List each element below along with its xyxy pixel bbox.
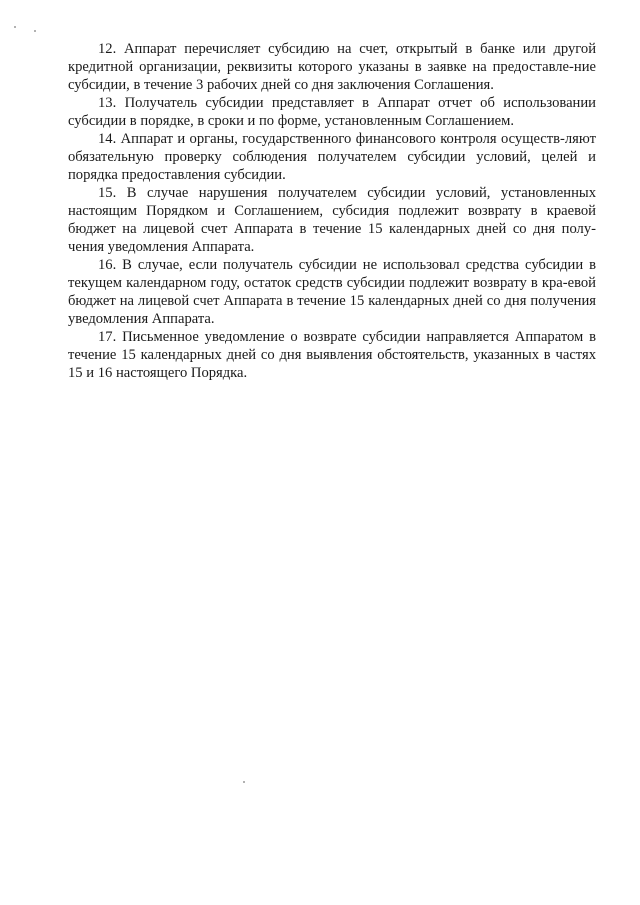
paragraph-13: 13. Получатель субсидии представляет в Аппарат отчет об использовании субсидии в порядке, в сроки и по форме, установленным Соглашением. <box>68 95 596 129</box>
scan-speck <box>34 30 36 32</box>
paragraph-17: 17. Письменное уведомление о возврате субсидии направляется Аппаратом в течение 15 календарных дней со дня выявления обстоятельств, указанных в частях 15 и 16 настоящего Порядка. <box>68 329 596 381</box>
paragraph-15: 15. В случае нарушения получателем субсидии условий, установленных настоящим Порядком и Соглашением, субсидия подлежит возврату в краевой бюджет на лицевой счет Аппарата в течение 15 календарных дней со дня полу-чения уведомления Аппарата. <box>68 185 596 255</box>
paragraph-16: 16. В случае, если получатель субсидии не использовал средства субсидии в текущем календарном году, остаток средств субсидии подлежит возврату в кра-евой бюджет на лицевой счет Аппарата в течение 15 календарных дней со дня получения уведомления Аппарата. <box>68 257 596 327</box>
paragraph-14: 14. Аппарат и органы, государственного финансового контроля осуществ-ляют обязательную проверку соблюдения получателем субсидии условий, целей и порядка предоставления субсидии. <box>68 131 596 183</box>
scan-speck <box>243 781 245 783</box>
scan-speck <box>14 26 16 28</box>
document-body <box>68 40 596 382</box>
paragraph-12: 12. Аппарат перечисляет субсидию на счет, открытый в банке или другой кредитной организации, реквизиты которого указаны в заявке на предоставле-ние субсидии, в течение 3 рабочих дней со дня заключения Соглашения. <box>68 41 596 93</box>
